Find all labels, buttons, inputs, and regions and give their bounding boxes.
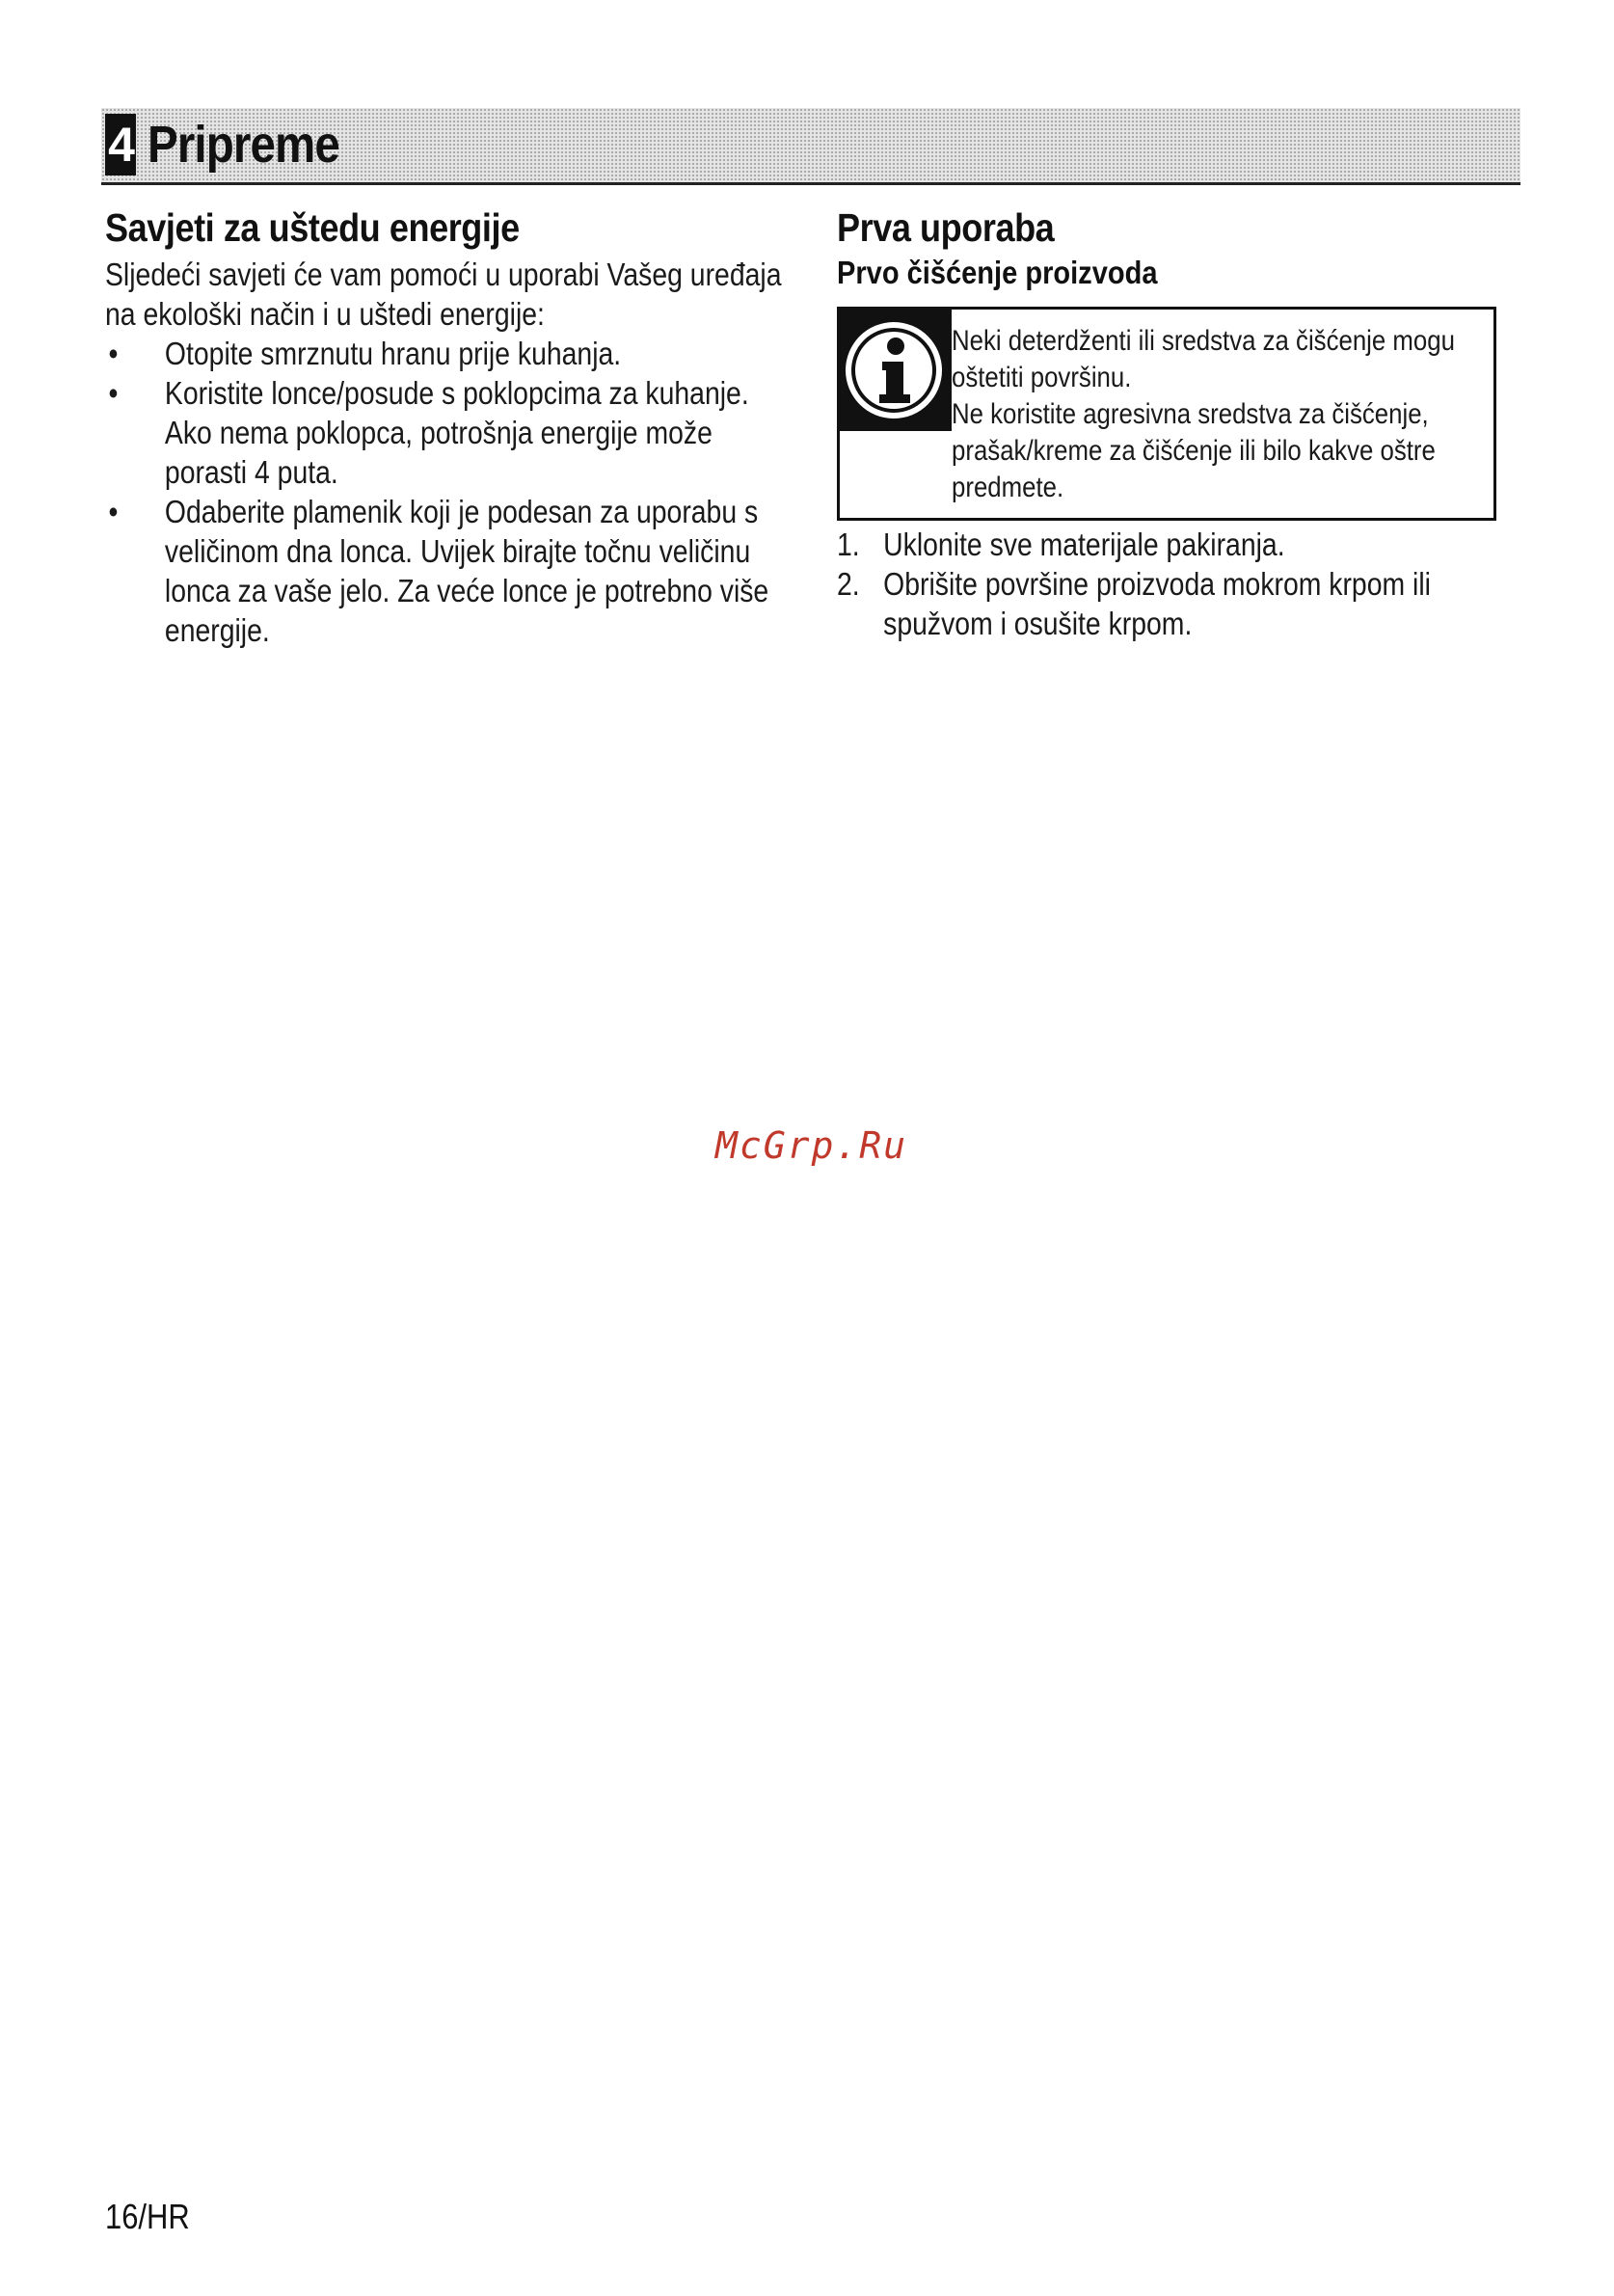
first-cleaning-subheading: Prvo čišćenje proizvoda — [837, 255, 1158, 290]
info-note-box — [837, 307, 1496, 521]
energy-tips-list — [105, 334, 797, 650]
step-text: Uklonite sve materijale pakiranja. — [883, 527, 1285, 562]
tip-text: Otopite smrznutu hranu prije kuhanja. — [164, 336, 622, 371]
info-icon — [840, 310, 952, 431]
steps-list — [837, 525, 1500, 643]
bullet: • — [108, 375, 119, 411]
tip-text: Odaberite plamenik koji je podesan za uporabu s veličinom dna lonca. Uvijek birajte točnu veličinu lonca za vaše jelo. Za veće lonce je potrebno više energije. — [164, 494, 769, 648]
step-number: 2. — [837, 566, 860, 602]
first-use-section — [837, 203, 1502, 643]
page-number: 16/HR — [105, 2197, 190, 2236]
first-cleaning-steps — [837, 525, 1500, 643]
first-use-heading: Prva uporaba — [837, 205, 1055, 250]
list-item — [105, 334, 797, 373]
list-item — [837, 564, 1500, 643]
step-text: Obrišite površine proizvoda mokrom krpom ili spužvom i osušite krpom. — [883, 566, 1431, 641]
bullet: • — [108, 336, 119, 371]
bullet: • — [108, 494, 119, 529]
energy-saving-intro: Sljedeći savjeti će vam pomoći u uporabi Vašeg uređaja na ekološki način i u uštedi energije: — [105, 257, 782, 332]
list-item — [837, 525, 1500, 564]
info-line: Neki deterdženti ili sredstva za čišćenje mogu oštetiti površinu. — [952, 325, 1455, 393]
tip-text: Koristite lonce/posude s poklopcima za kuhanje. Ako nema poklopca, potrošnja energije može porasti 4 puta. — [164, 375, 749, 490]
list-item — [105, 373, 797, 492]
energy-saving-section — [105, 203, 799, 650]
list-item — [105, 492, 797, 650]
energy-saving-heading: Savjeti za uštedu energije — [105, 205, 520, 250]
info-note-text — [952, 323, 1482, 506]
step-number: 1. — [837, 527, 860, 562]
watermark: McGrp.Ru — [715, 1124, 908, 1167]
energy-saving-body — [105, 255, 797, 650]
chapter-title: Pripreme — [148, 116, 339, 174]
chapter-number: 4 — [105, 114, 136, 176]
info-line: Ne koristite agresivna sredstva za čišćenje, prašak/kreme za čišćenje ili bilo kakve oštre predmete. — [952, 398, 1436, 503]
chapter-header — [101, 108, 1520, 185]
